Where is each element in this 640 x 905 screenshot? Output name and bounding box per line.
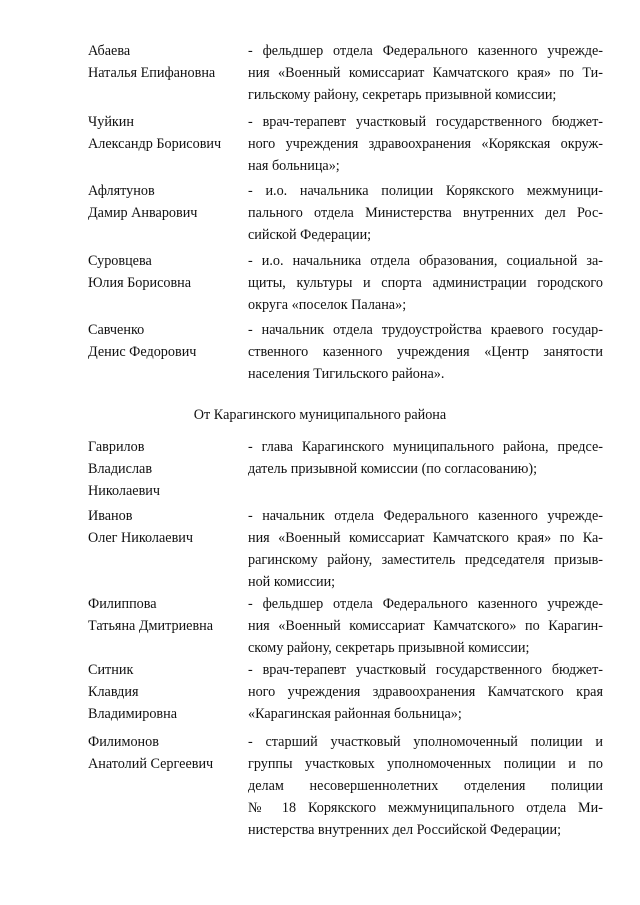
member-position: - фельдшер отдела Федерального казенного учрежде- ния «Военный комиссариат Камчатского края» по Ти- гильскому району, секретарь призывной комиссии; [248, 43, 603, 103]
member-name: Савченко Денис Федорович [88, 322, 197, 360]
member-name: Гаврилов Владислав Николаевич [88, 439, 161, 499]
member-position: - врач-терапевт участковый государственного бюджет- ного учреждения здравоохранения «Корякская окруж- ная больница»; [248, 114, 603, 174]
member-position: - начальник отдела трудоустройства краевого государ- ственного казенного учреждения «Центр занятости населения Тигильского района». [248, 322, 603, 382]
member-name: Филимонов Анатолий Сергеевич [88, 734, 214, 772]
member-name: Филиппова Татьяна Дмитриевна [88, 596, 214, 634]
member-position: - фельдшер отдела Федерального казенного учрежде- ния «Военный комиссариат Камчатского» по Карагин- скому району, секретарь призывной комиссии; [248, 596, 603, 656]
member-name: Чуйкин Александр Борисович [88, 114, 222, 152]
member-position: - глава Карагинского муниципального района, предсе- датель призывной комиссии (по согласованию); [248, 439, 603, 477]
member-name: Иванов Олег Николаевич [88, 508, 194, 546]
section-heading: От Карагинского муниципального района [193, 407, 447, 423]
member-name: Суровцева Юлия Борисовна [88, 253, 192, 291]
member-position: - и.о. начальника полиции Корякского межмуници- пального отдела Министерства внутренних дел Рос- сийской Федерации; [248, 183, 603, 243]
member-name: Ситник Клавдия Владимировна [88, 662, 177, 722]
member-name: Абаева Наталья Епифановна [88, 43, 216, 81]
member-position: - начальник отдела Федерального казенного учрежде- ния «Военный комиссариат Камчатского края» по Ка- рагинскому району, заместитель председателя призыв- ной комиссии; [248, 508, 603, 590]
member-position: - и.о. начальника отдела образования, социальной за- щиты, культуры и спорта администрации городского округа «поселок Палана»; [248, 253, 603, 313]
member-position: - врач-терапевт участковый государственного бюджет- ного учреждения здравоохранения Камчатского края «Карагинская районная больница»; [248, 662, 603, 722]
member-name: Афлятунов Дамир Анварович [88, 183, 198, 221]
member-position: - старший участковый уполномоченный полиции и группы участковых уполномоченных полиции и по делам несовершеннолетних отделения полиции № 18 Корякского межмуниципального отдела Ми- нистерства внутренних дел Российской Федерации; [248, 734, 603, 838]
